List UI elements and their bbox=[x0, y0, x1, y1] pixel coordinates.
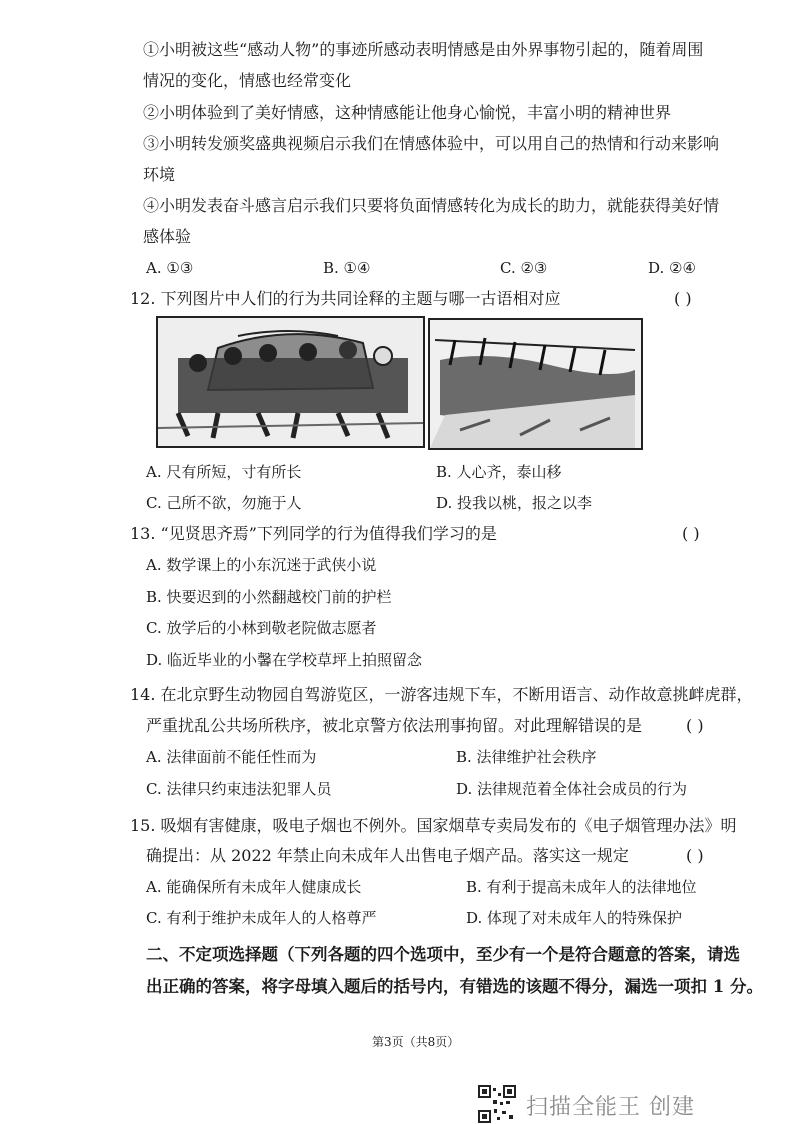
q12-answer-paren: ( ) bbox=[674, 289, 692, 308]
q15-option-c: C. 有利于维护未成年人的人格尊严 bbox=[146, 909, 377, 927]
section-2-heading-line-1: 二、不定项选择题（下列各题的四个选项中，至少有一个是符合题意的答案，请选 bbox=[146, 945, 740, 964]
q13-option-b: B. 快要迟到的小然翻越校门前的护栏 bbox=[146, 588, 392, 606]
statement-1-line-2: 情况的变化，情感也经常变化 bbox=[143, 71, 352, 90]
scanner-watermark: 扫描全能王 创建 bbox=[526, 1095, 695, 1120]
q15-option-a: A. 能确保所有未成年人健康成长 bbox=[146, 878, 362, 896]
statement-3-line-2: 环境 bbox=[143, 165, 176, 184]
q15-option-b: B. 有利于提高未成年人的法律地位 bbox=[466, 878, 697, 896]
people-pushing-bus-illustration bbox=[156, 316, 425, 448]
q12-option-b: B. 人心齐，泰山移 bbox=[436, 463, 562, 481]
qr-code-icon bbox=[478, 1085, 516, 1123]
q13-stem: 13. “见贤思齐焉”下列同学的行为值得我们学习的是 bbox=[130, 524, 497, 543]
q11-option-a: A. ①③ bbox=[146, 259, 194, 277]
q15-stem-line-2: 确提出：从 2022 年禁止向未成年人出售电子烟产品。落实这一规定 bbox=[146, 846, 629, 865]
planting-trees-drawing bbox=[430, 320, 641, 448]
q11-option-b: B. ①④ bbox=[323, 259, 371, 277]
q14-answer-paren: ( ) bbox=[686, 716, 704, 735]
statement-1-line-1: ①小明被这些“感动人物”的事迹所感动表明情感是由外界事物引起的，随着周围 bbox=[143, 40, 704, 59]
q15-option-d: D. 体现了对未成年人的特殊保护 bbox=[466, 909, 683, 927]
page-number: 第3页（共8页） bbox=[372, 1035, 460, 1049]
q11-option-c: C. ②③ bbox=[500, 259, 548, 277]
q12-option-c: C. 己所不欲，勿施于人 bbox=[146, 494, 302, 512]
section-2-heading-line-2: 出正确的答案，将字母填入题后的括号内，有错选的该题不得分，漏选一项扣 1 分。 bbox=[146, 977, 763, 996]
q14-option-a: A. 法律面前不能任性而为 bbox=[146, 748, 317, 766]
q14-stem-line-2: 严重扰乱公共场所秩序，被北京警方依法刑事拘留。对此理解错误的是 bbox=[146, 716, 643, 735]
q12-stem: 12. 下列图片中人们的行为共同诠释的主题与哪一古语相对应 bbox=[130, 289, 561, 308]
q15-answer-paren: ( ) bbox=[686, 846, 704, 865]
statement-3-line-1: ③小明转发颁奖盛典视频启示我们在情感体验中，可以用自己的热情和行动来影响 bbox=[143, 134, 720, 153]
statement-4-line-2: 感体验 bbox=[143, 227, 192, 246]
q13-answer-paren: ( ) bbox=[682, 524, 700, 543]
statement-4-line-1: ④小明发表奋斗感言启示我们只要将负面情感转化为成长的助力，就能获得美好情 bbox=[143, 196, 720, 215]
q14-option-c: C. 法律只约束违法犯罪人员 bbox=[146, 780, 332, 798]
q13-option-a: A. 数学课上的小东沉迷于武侠小说 bbox=[146, 556, 377, 574]
q12-option-d: D. 投我以桃，报之以李 bbox=[436, 494, 593, 512]
statement-2: ②小明体验到了美好情感，这种情感能让他身心愉悦，丰富小明的精神世界 bbox=[143, 103, 672, 122]
q15-stem-line-1: 15. 吸烟有害健康，吸电子烟也不例外。国家烟草专卖局发布的《电子烟管理办法》明 bbox=[130, 816, 737, 835]
people-planting-trees-illustration bbox=[428, 318, 643, 450]
q13-option-c: C. 放学后的小林到敬老院做志愿者 bbox=[146, 619, 377, 637]
q13-option-d: D. 临近毕业的小馨在学校草坪上拍照留念 bbox=[146, 651, 423, 669]
q12-option-a: A. 尺有所短，寸有所长 bbox=[146, 463, 302, 481]
q14-option-b: B. 法律维护社会秩序 bbox=[456, 748, 597, 766]
pushing-bus-drawing bbox=[158, 318, 423, 446]
q11-option-d: D. ②④ bbox=[648, 259, 696, 277]
q14-stem-line-1: 14. 在北京野生动物园自驾游览区，一游客违规下车，不断用语言、动作故意挑衅虎群， bbox=[130, 685, 753, 704]
q14-option-d: D. 法律规范着全体社会成员的行为 bbox=[456, 780, 688, 798]
